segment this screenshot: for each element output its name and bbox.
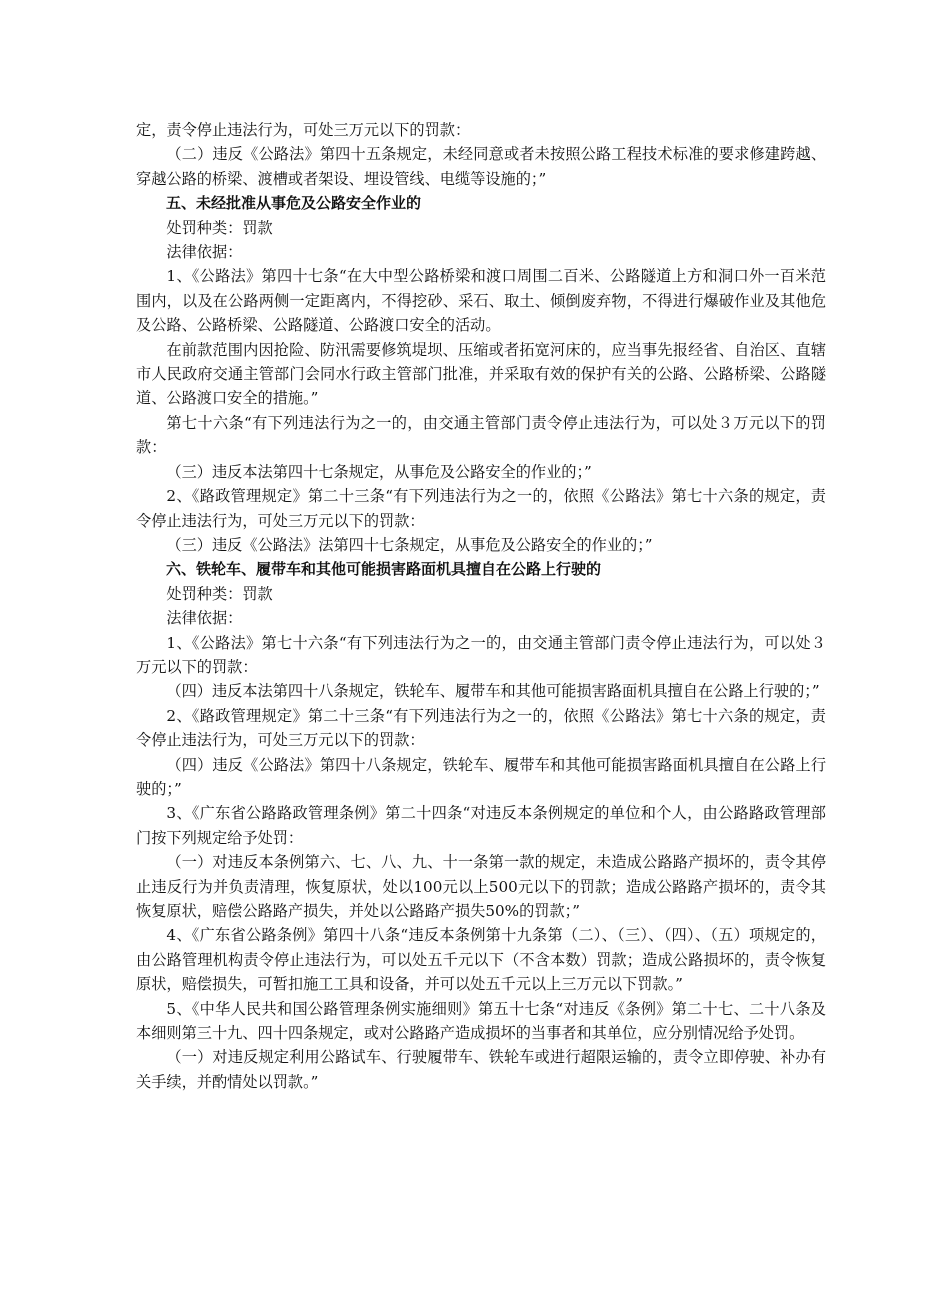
paragraph: （三）违反《公路法》法第四十七条规定，从事危及公路安全的作业的；” <box>166 535 653 554</box>
paragraph: 3、《广东省公路路政管理条例》第二十四条“对违反本条例规定的单位和个人，由公路路政管理部门按下列规定给予处罚： <box>136 804 826 847</box>
paragraph: （四）违反本法第四十八条规定，铁轮车、履带车和其他可能损害路面机具擅自在公路上行驶的；” <box>166 682 820 701</box>
paragraph: 1、《公路法》第七十六条“有下列违法行为之一的，由交通主管部门责令停止违法行为，可以处３万元以下的罚款： <box>136 633 826 676</box>
paragraph: 定，责令停止违法行为，可处三万元以下的罚款： <box>136 121 471 139</box>
paragraph: 1、《公路法》第四十七条“在大中型公路桥梁和渡口周围二百米、公路隧道上方和洞口外一百米范围内，以及在公路两侧一定距离内，不得挖砂、采石、取土、倾倒废弃物，不得进行爆破作业及其他危及公路、公路桥梁、公路隧道、公路渡口安全的活动。 <box>136 267 826 335</box>
paragraph: 5、《中华人民共和国公路管理条例实施细则》第五十七条“对违反《条例》第二十七、二十八条及本细则第三十九、四十四条规定，或对公路路产造成损坏的当事者和其单位，应分别情况给予处罚。 <box>136 999 826 1043</box>
section-heading: 五、未经批准从事危及公路安全作业的 <box>166 194 422 213</box>
paragraph: 在前款范围内因抢险、防汛需要修筑堤坝、压缩或者拓宽河床的，应当事先报经省、自治区、直辖市人民政府交通主管部门会同水行政主管部门批准，并采取有效的保护有关的公路、公路桥梁、公路隧道、公路渡口安全的措施。” <box>136 340 826 408</box>
paragraph: 2、《路政管理规定》第二十三条“有下列违法行为之一的，依照《公路法》第七十六条的规定，责令停止违法行为，可处三万元以下的罚款： <box>136 487 826 530</box>
paragraph: 处罚种类：罚款 <box>166 584 273 603</box>
paragraph: 处罚种类：罚款 <box>166 218 273 237</box>
paragraph: 2、《路政管理规定》第二十三条“有下列违法行为之一的，依照《公路法》第七十六条的规定，责令停止违法行为，可处三万元以下的罚款： <box>136 706 826 750</box>
paragraph: 法律依据： <box>166 243 243 262</box>
paragraph: （四）违反《公路法》第四十八条规定，铁轮车、履带车和其他可能损害路面机具擅自在公路上行驶的；” <box>136 755 826 798</box>
section-heading: 六、铁轮车、履带车和其他可能损害路面机具擅自在公路上行驶的 <box>166 560 602 579</box>
document-page <box>136 118 826 1094</box>
paragraph: 4、《广东省公路条例》第四十八条“违反本条例第十九条第（二）、（三）、（四）、（五）项规定的，由公路管理机构责令停止违法行为，可以处五千元以下（不含本数）罚款；造成公路损坏的，责令恢复原状，赔偿损失，可暂扣施工工具和设备，并可以处五千元以上三万元以下罚款。” <box>136 926 826 994</box>
paragraph: （二）违反《公路法》第四十五条规定，未经同意或者未按照公路工程技术标准的要求修建跨越、穿越公路的桥梁、渡槽或者架设、埋设管线、电缆等设施的；” <box>136 145 826 188</box>
paragraph: （一）对违反本条例第六、七、八、九、十一条第一款的规定，未造成公路路产损坏的，责令其停止违反行为并负责清理，恢复原状，处以100元以上500元以下的罚款；造成公路路产损坏的，责令其恢复原状，赔偿公路路产损失，并处以公路路产损失50%的罚款；” <box>136 853 826 920</box>
paragraph: 法律依据： <box>166 609 243 628</box>
paragraph: （三）违反本法第四十七条规定，从事危及公路安全的作业的；” <box>166 462 592 481</box>
paragraph: 第七十六条“有下列违法行为之一的，由交通主管部门责令停止违法行为，可以处３万元以下的罚款： <box>136 413 826 457</box>
paragraph: （一）对违反规定利用公路试车、行驶履带车、铁轮车或进行超限运输的，责令立即停驶、补办有关手续，并酌情处以罚款。” <box>136 1048 826 1091</box>
